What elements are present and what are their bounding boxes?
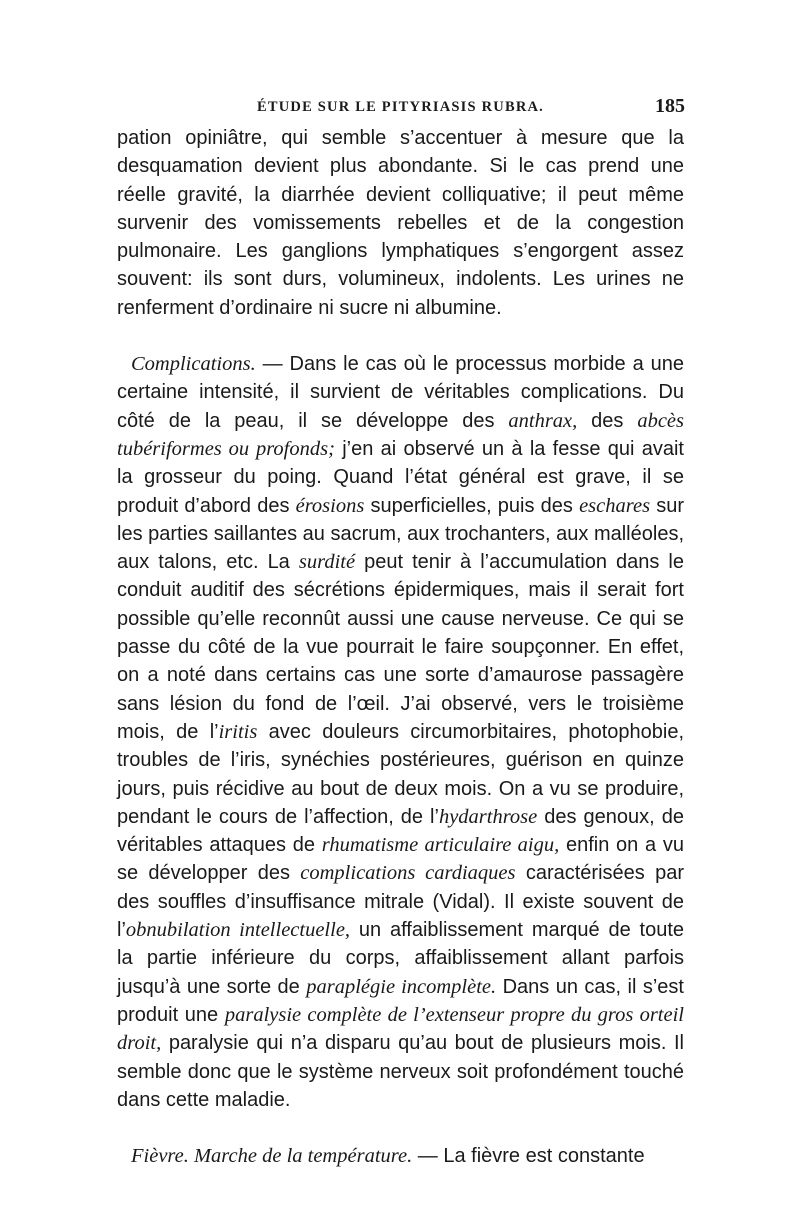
text-run: des: [577, 409, 638, 432]
italic-term: rhumatisme articulaire aigu,: [321, 834, 560, 857]
text-run: peut tenir à l’accumulation dans le conduit auditif des sécrétions épidermiques, mais il serait fort possible qu’elle reconnût aussi une cause nerveuse. Ce qui se passe du côté de la vue pourrait le faire soupçonner. En effet, on a noté dans certains cas une sorte d’amaurose passagère sans lésion du fond de l’œil. J’ai observé, vers le troisième mois, de l’: [117, 551, 684, 743]
text-run: caractérisées par des souffles d’insuffisance mitrale (Vidal). Il existe souvent de l’: [117, 862, 684, 942]
section-label: Complications.: [131, 353, 256, 376]
section-label: Fièvre. Marche de la température.: [131, 1145, 413, 1168]
italic-term: paraplégie incomplète.: [306, 975, 497, 998]
text-run: Dans un cas, il s’est produit une: [117, 975, 684, 1026]
paragraph-fever: [117, 1142, 684, 1170]
body-text: [117, 124, 684, 1170]
text-run: — Dans le cas où le processus morbide a une certaine intensité, il survient de véritables complications. Du côté de la peau, il se développe des: [117, 353, 684, 432]
italic-term: érosions: [295, 494, 365, 517]
italic-term: eschares: [579, 494, 651, 517]
italic-term: iritis: [218, 720, 258, 743]
text-run: paralysie qui n’a disparu qu’au bout de plusieurs mois. Il semble donc que le système nerveux soit profondément touché dans cette maladie.: [117, 1032, 684, 1111]
text-run: j’en ai observé un à la fesse qui avait la grosseur du poing. Quand l’état général est grave, il se produit d’abord des: [117, 437, 684, 517]
text-run: superficielles, puis des: [364, 494, 580, 517]
text-run: des genoux, de véritables attaques de: [117, 805, 684, 857]
text-run: — La fièvre est constante: [412, 1145, 645, 1168]
paragraph-intro: [117, 124, 684, 322]
text-run: enfin on a vu se développer des: [117, 834, 684, 885]
italic-term: surdité: [298, 551, 356, 574]
text-run: sur les parties saillantes au sacrum, aux trochanters, aux malléoles, aux talons, etc. La: [117, 494, 685, 574]
italic-term: abcès tubériformes ou profonds;: [117, 409, 684, 460]
paragraph-complications: [117, 350, 684, 1114]
text-run: un affaiblissement marqué de toute la partie inférieure du corps, affaiblissement allant parfois jusqu’à une sorte de: [117, 919, 684, 998]
running-title: ÉTUDE SUR LE PITYRIASIS RUBRA.: [257, 99, 544, 115]
italic-term: paralysie complète de l’extenseur propre du gros orteil droit,: [117, 1003, 684, 1055]
italic-term: hydarthrose: [438, 805, 538, 828]
italic-term: anthrax,: [508, 409, 578, 432]
text-run: pation opiniâtre, qui semble s’accentuer à mesure que la desquamation devient plus abondante. Si le cas prend une réelle gravité, la diarrhée devient colliquative; il peut même survenir des vomissements rebelles et de la congestion pulmonaire. Les ganglions lymphatiques s’engorgent assez souvent: ils sont durs, volumineux, indolents. Les urines ne renferment d’ordinaire ni sucre ni albumine.: [117, 127, 684, 319]
text-run: avec douleurs circumorbitaires, photophobie, troubles de l’iris, synéchies postérieures, guérison en quinze jours, puis récidive au bout de deux mois. On a vu se produire, pendant le cours de l’affection, de l’: [117, 720, 685, 828]
page-number: 185: [655, 95, 685, 117]
running-head: [117, 95, 685, 121]
italic-term: obnubilation intellectuelle,: [125, 919, 351, 942]
italic-term: complications cardiaques: [300, 862, 516, 885]
